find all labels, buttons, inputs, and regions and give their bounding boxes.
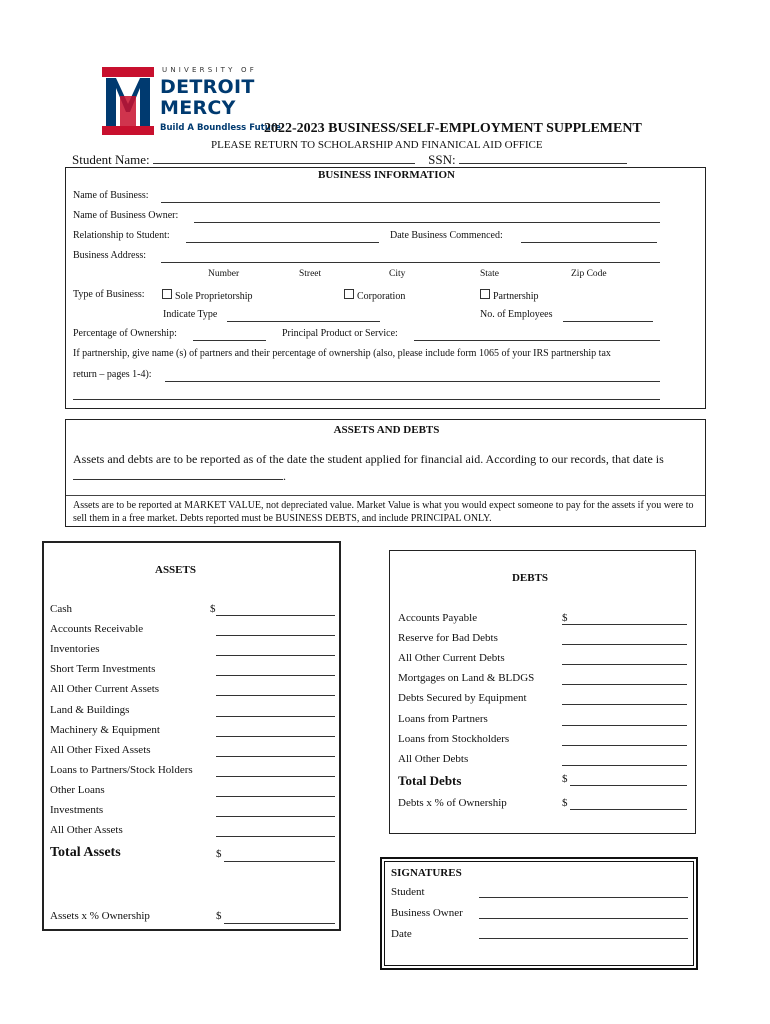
asset-item-label: Accounts Receivable [50,623,144,636]
indicate-type-label: Indicate Type [163,309,218,320]
student-name-row [72,152,627,168]
address-street-caption: Street [299,269,322,279]
owner-signature-label: Business Owner [391,907,463,919]
report-date-field[interactable] [73,468,283,480]
debts-header: DEBTS [511,572,549,584]
page-title: 2022-2023 BUSINESS/SELF-EMPLOYMENT SUPPLEMENT [264,121,642,136]
date-signature-field[interactable] [479,938,688,939]
debt-value-field[interactable] [562,624,687,625]
business-address-label: Business Address: [73,250,147,261]
debts-section [389,550,696,834]
debts-x-ownership-label: Debts x % of Ownership [398,797,507,809]
asset-value-field[interactable] [216,655,335,656]
total-assets-dollar: $ [216,848,222,860]
relationship-label: Relationship to Student: [73,230,170,241]
asset-item-label: Investments [50,804,104,816]
assets-and-debts-section [65,419,706,527]
debt-item-label: Reserve for Bad Debts [398,632,498,645]
asset-value-field[interactable] [216,796,335,797]
debt-value-field[interactable] [562,684,687,685]
principal-product-label: Principal Product or Service: [282,328,398,339]
pct-ownership-field[interactable] [193,340,266,341]
asset-value-field[interactable] [216,635,335,636]
assets-x-ownership-field[interactable] [224,923,335,924]
business-information-section [65,167,706,409]
total-debts-field[interactable] [570,785,687,786]
asset-item-label: Land & Buildings [50,703,130,716]
asset-item-label: Short Term Investments [50,663,156,676]
asset-value-field[interactable] [216,816,335,817]
logo-tagline: Build A Boundless Future [160,123,281,133]
asset-item-label: Cash [50,603,72,615]
name-of-business-field[interactable] [161,202,660,203]
asset-item-label: Loans to Partners/Stock Holders [50,763,193,776]
asset-dollar-sign: $ [210,603,216,615]
debt-item-label: Debts Secured by Equipment [398,692,527,705]
option-partnership[interactable] [480,289,539,302]
assets-header: ASSETS [155,564,196,576]
ssn-label: SSN: [428,152,456,167]
report-date-paragraph [73,451,703,485]
asset-value-field[interactable] [216,675,335,676]
checkbox-icon[interactable] [344,289,354,299]
asset-value-field[interactable] [216,756,335,757]
address-number-caption: Number [208,269,240,279]
debt-item-label: Mortgages on Land & BLDGS [398,672,535,685]
debt-item-label: Loans from Partners [398,712,488,725]
option-corporation[interactable] [344,289,405,302]
logo-mercy: MERCY [160,97,236,119]
business-address-field[interactable] [161,262,660,263]
relationship-field[interactable] [186,242,379,243]
ssn-field[interactable] [459,153,627,164]
address-state-caption: State [480,269,499,279]
num-employees-label: No. of Employees [480,309,553,320]
debt-item-label: Accounts Payable [398,612,478,624]
name-of-owner-field[interactable] [194,222,660,223]
asset-item-label: All Other Current Assets [50,683,160,696]
assets-x-ownership-label: Assets x % Ownership [50,910,150,922]
assets-and-debts-header: ASSETS AND DEBTS [333,424,440,436]
checkbox-icon[interactable] [162,289,172,299]
name-of-business-label: Name of Business: [73,190,149,201]
total-assets-label: Total Assets [50,845,121,860]
name-of-owner-label: Name of Business Owner: [73,210,179,221]
asset-value-field[interactable] [216,716,335,717]
asset-item-label: All Other Fixed Assets [50,743,151,756]
partnership-note: If partnership, give name (s) of partners and their percentage of ownership (also, please include form 1065 of your IRS partnership tax [73,348,611,359]
asset-value-field[interactable] [216,736,335,737]
assets-section [42,541,341,931]
debts-x-ownership-field[interactable] [570,809,687,810]
business-info-header: BUSINESS INFORMATION [317,169,456,181]
student-name-label: Student Name: [72,152,150,167]
report-date-text: Assets and debts are to be reported as of the date the student applied for financial aid. According to our records, that date is [73,452,664,466]
logo-university-of: UNIVERSITY OF [162,66,257,74]
owner-signature-field[interactable] [479,918,688,919]
partners-field-1[interactable] [165,381,660,382]
date-commenced-field[interactable] [521,242,657,243]
return-pages-label: return – pages 1-4): [73,369,152,380]
option-sole-proprietorship[interactable] [162,289,253,302]
total-assets-field[interactable] [224,861,335,862]
total-debts-label: Total Debts [398,773,462,788]
asset-value-field[interactable] [216,695,335,696]
asset-item-label: Inventories [50,643,100,656]
student-name-field[interactable] [153,153,415,164]
signatures-section [380,857,698,970]
signatures-header: SIGNATURES [391,867,462,879]
student-signature-field[interactable] [479,897,688,898]
debts-x-ownership-dollar: $ [562,797,568,809]
report-date-period: . [283,469,286,483]
principal-product-field[interactable] [414,340,660,341]
asset-item-label: Machinery & Equipment [50,723,160,736]
option-corporation-label: Corporation [357,291,406,302]
num-employees-field[interactable] [563,321,653,322]
asset-item-label: All Other Assets [50,824,123,837]
total-debts-dollar: $ [562,773,568,785]
debt-item-label: All Other Debts [398,752,469,765]
asset-value-field[interactable] [216,836,335,837]
pct-ownership-label: Percentage of Ownership: [73,328,177,339]
asset-value-field[interactable] [216,615,335,616]
student-signature-label: Student [391,886,425,898]
debt-item-label: All Other Current Debts [398,652,505,665]
date-signature-label: Date [391,928,412,940]
asset-item-label: Other Loans [50,783,105,796]
debt-value-field[interactable] [562,664,687,665]
checkbox-icon[interactable] [480,289,490,299]
date-commenced-label: Date Business Commenced: [390,230,503,241]
detroit-mercy-shield-icon [100,66,156,136]
university-logo [100,66,281,136]
debt-value-field[interactable] [562,644,687,645]
debt-value-field[interactable] [562,704,687,705]
debt-value-field[interactable] [562,725,687,726]
page-subtitle: PLEASE RETURN TO SCHOLARSHIP AND FINANICAL AID OFFICE [211,139,543,151]
debt-item-label: Loans from Stockholders [398,732,510,745]
market-value-note: Assets are to be reported at MARKET VALUE, not depreciated value. Market Value is what you would expect someone to pay for the assets if you were to sell them in a free market. Debts reported must be BUSINESS DEBTS, and include PRINCIPAL ONLY. [73,500,694,524]
option-sole-label: Sole Proprietorship [175,291,253,302]
indicate-type-field[interactable] [227,321,380,322]
address-zip-caption: Zip Code [571,269,607,279]
debt-dollar-sign: $ [562,612,568,624]
section-divider [66,495,705,496]
address-city-caption: City [389,269,406,279]
partners-field-2[interactable] [73,399,660,400]
debt-value-field[interactable] [562,765,687,766]
debt-value-field[interactable] [562,745,687,746]
type-of-business-label: Type of Business: [73,289,145,300]
assets-x-ownership-dollar: $ [216,910,222,922]
option-partnership-label: Partnership [493,291,539,302]
logo-detroit: DETROIT [160,76,255,98]
asset-value-field[interactable] [216,776,335,777]
